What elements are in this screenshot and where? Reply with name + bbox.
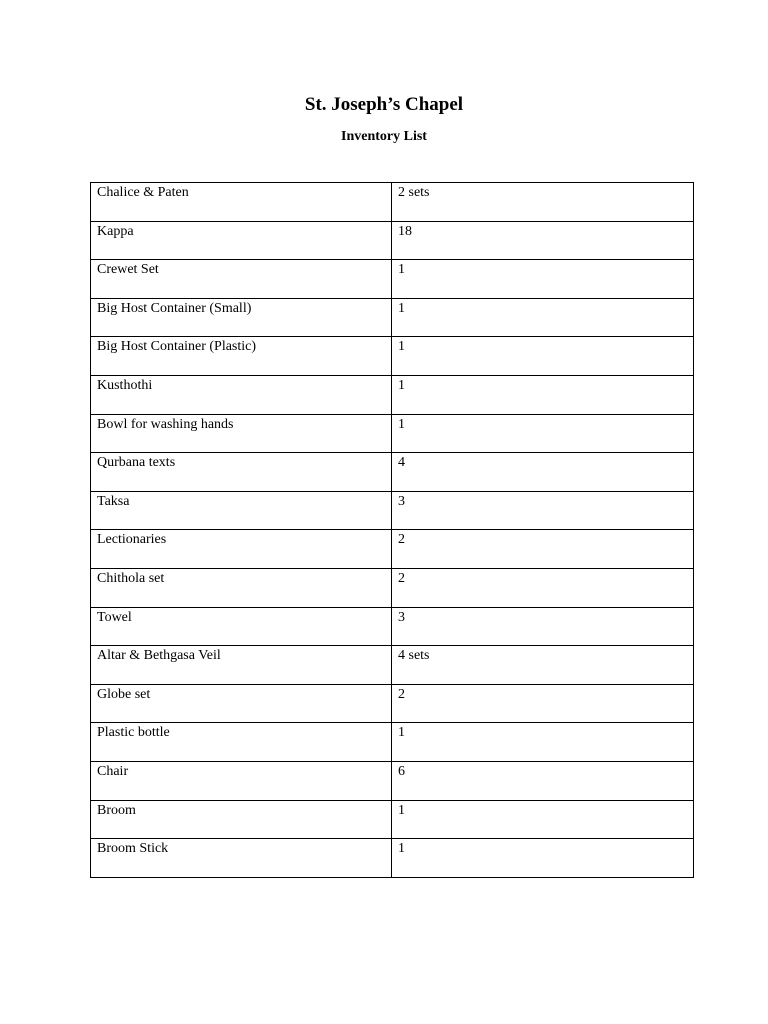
table-row xyxy=(91,800,694,839)
table-row xyxy=(91,568,694,607)
item-quantity-cell: 2 xyxy=(392,568,694,607)
item-quantity-cell: 4 xyxy=(392,453,694,492)
item-name-cell: Towel xyxy=(91,607,392,646)
item-name-cell: Altar & Bethgasa Veil xyxy=(91,646,392,685)
item-name-cell: Lectionaries xyxy=(91,530,392,569)
table-row xyxy=(91,761,694,800)
item-quantity-cell: 3 xyxy=(392,491,694,530)
table-row xyxy=(91,453,694,492)
item-name-cell: Big Host Container (Plastic) xyxy=(91,337,392,376)
item-name-cell: Chithola set xyxy=(91,568,392,607)
item-quantity-cell: 6 xyxy=(392,761,694,800)
item-name-cell: Globe set xyxy=(91,684,392,723)
table-row xyxy=(91,607,694,646)
page-subtitle: Inventory List xyxy=(341,129,427,144)
item-name-cell: Taksa xyxy=(91,491,392,530)
item-name-cell: Kappa xyxy=(91,221,392,260)
table-row xyxy=(91,646,694,685)
item-quantity-cell: 1 xyxy=(392,414,694,453)
table-row xyxy=(91,414,694,453)
table-row xyxy=(91,530,694,569)
table-row xyxy=(91,183,694,222)
item-quantity-cell: 2 xyxy=(392,530,694,569)
table-row xyxy=(91,375,694,414)
inventory-table xyxy=(90,182,694,878)
item-quantity-cell: 1 xyxy=(392,800,694,839)
item-quantity-cell: 1 xyxy=(392,337,694,376)
item-quantity-cell: 1 xyxy=(392,298,694,337)
table-row xyxy=(91,839,694,878)
item-name-cell: Chalice & Paten xyxy=(91,183,392,222)
item-name-cell: Big Host Container (Small) xyxy=(91,298,392,337)
table-row xyxy=(91,491,694,530)
table-row xyxy=(91,221,694,260)
item-quantity-cell: 1 xyxy=(392,260,694,299)
item-quantity-cell: 4 sets xyxy=(392,646,694,685)
table-row xyxy=(91,337,694,376)
item-quantity-cell: 1 xyxy=(392,375,694,414)
item-name-cell: Plastic bottle xyxy=(91,723,392,762)
item-name-cell: Broom xyxy=(91,800,392,839)
table-row xyxy=(91,298,694,337)
item-quantity-cell: 2 sets xyxy=(392,183,694,222)
item-quantity-cell: 2 xyxy=(392,684,694,723)
table-row xyxy=(91,723,694,762)
page-title: St. Joseph’s Chapel xyxy=(304,94,464,115)
item-name-cell: Kusthothi xyxy=(91,375,392,414)
table-row xyxy=(91,260,694,299)
item-name-cell: Crewet Set xyxy=(91,260,392,299)
item-quantity-cell: 18 xyxy=(392,221,694,260)
item-name-cell: Qurbana texts xyxy=(91,453,392,492)
table-row xyxy=(91,684,694,723)
item-name-cell: Broom Stick xyxy=(91,839,392,878)
item-quantity-cell: 3 xyxy=(392,607,694,646)
item-quantity-cell: 1 xyxy=(392,723,694,762)
item-name-cell: Bowl for washing hands xyxy=(91,414,392,453)
inventory-table-body xyxy=(91,183,694,878)
item-quantity-cell: 1 xyxy=(392,839,694,878)
item-name-cell: Chair xyxy=(91,761,392,800)
